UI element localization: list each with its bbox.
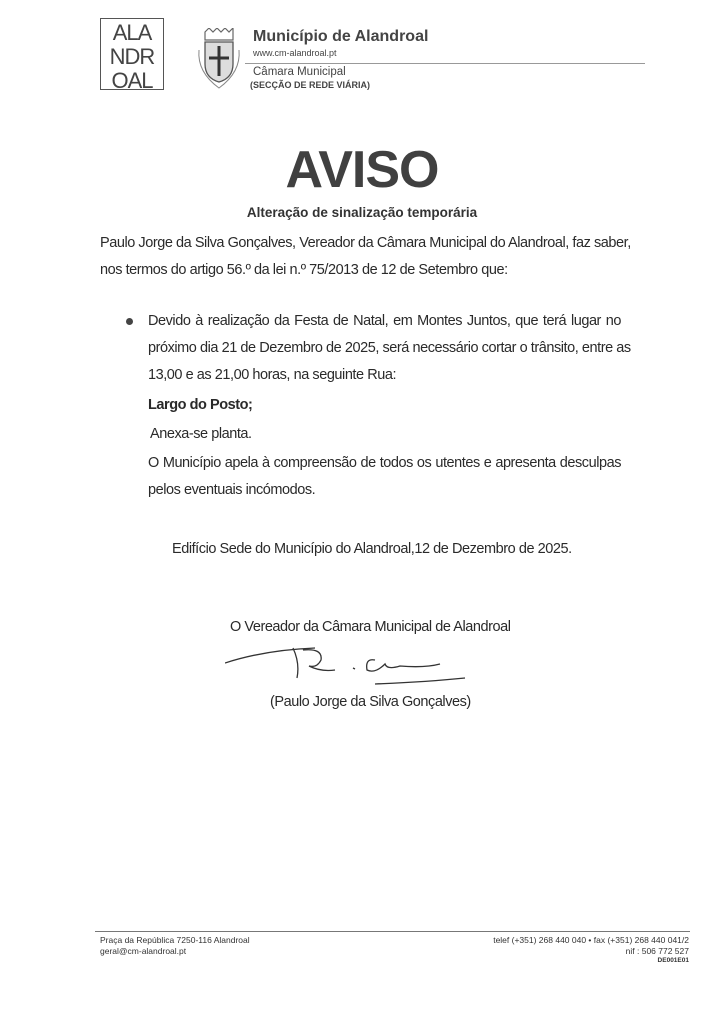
street-name: Largo do Posto;: [148, 397, 253, 413]
logo-line: OAL: [111, 68, 153, 93]
document-code: DE001E01: [657, 957, 689, 964]
coat-of-arms-icon: [195, 28, 243, 90]
footer-divider: [95, 931, 690, 932]
header-divider: [245, 63, 645, 64]
annex-note: Anexa-se planta.: [150, 426, 252, 442]
municipality-name: Município de Alandroal: [253, 28, 429, 45]
signatory-name: (Paulo Jorge da Silva Gonçalves): [270, 694, 471, 710]
department: Câmara Municipal: [253, 66, 346, 78]
signature-icon: [225, 638, 475, 693]
footer-nif: nif : 506 772 527: [625, 946, 689, 956]
website: www.cm-alandroal.pt: [253, 48, 337, 58]
alandroal-logo: [100, 18, 164, 93]
logo-line: ALA: [112, 20, 152, 45]
bullet-line: Devido à realização da Festa de Natal, em Montes Juntos, que terá lugar no: [148, 313, 621, 329]
footer-email: geral@cm-alandroal.pt: [100, 946, 187, 956]
bullet-line: 13,00 e as 21,00 horas, na seguinte Rua:: [148, 367, 397, 383]
apology-line: O Município apela à compreensão de todos os utentes e apresenta desculpas: [148, 455, 621, 471]
signatory-role: O Vereador da Câmara Municipal de Alandroal: [230, 619, 511, 635]
footer-address: Praça da República 7250-116 Alandroal: [100, 935, 250, 945]
apology-line: pelos eventuais incómodos.: [148, 482, 316, 498]
footer-phone: telef (+351) 268 440 040 • fax (+351) 268 440 041/2: [493, 935, 689, 945]
notice-title: AVISO: [285, 141, 439, 199]
logo-line: NDR: [109, 44, 155, 69]
place-date: Edifício Sede do Município do Alandroal,12 de Dezembro de 2025.: [172, 541, 572, 557]
section: (SECÇÃO DE REDE VIÁRIA): [250, 80, 371, 90]
bullet-icon: [126, 318, 133, 325]
intro-line: nos termos do artigo 56.º da lei n.º 75/2013 de 12 de Setembro que:: [100, 262, 508, 278]
intro-line: Paulo Jorge da Silva Gonçalves, Vereador da Câmara Municipal do Alandroal, faz saber,: [100, 235, 631, 251]
bullet-line: próximo dia 21 de Dezembro de 2025, será necessário cortar o trânsito, entre as: [148, 340, 631, 356]
notice-subtitle: Alteração de sinalização temporária: [246, 205, 478, 220]
